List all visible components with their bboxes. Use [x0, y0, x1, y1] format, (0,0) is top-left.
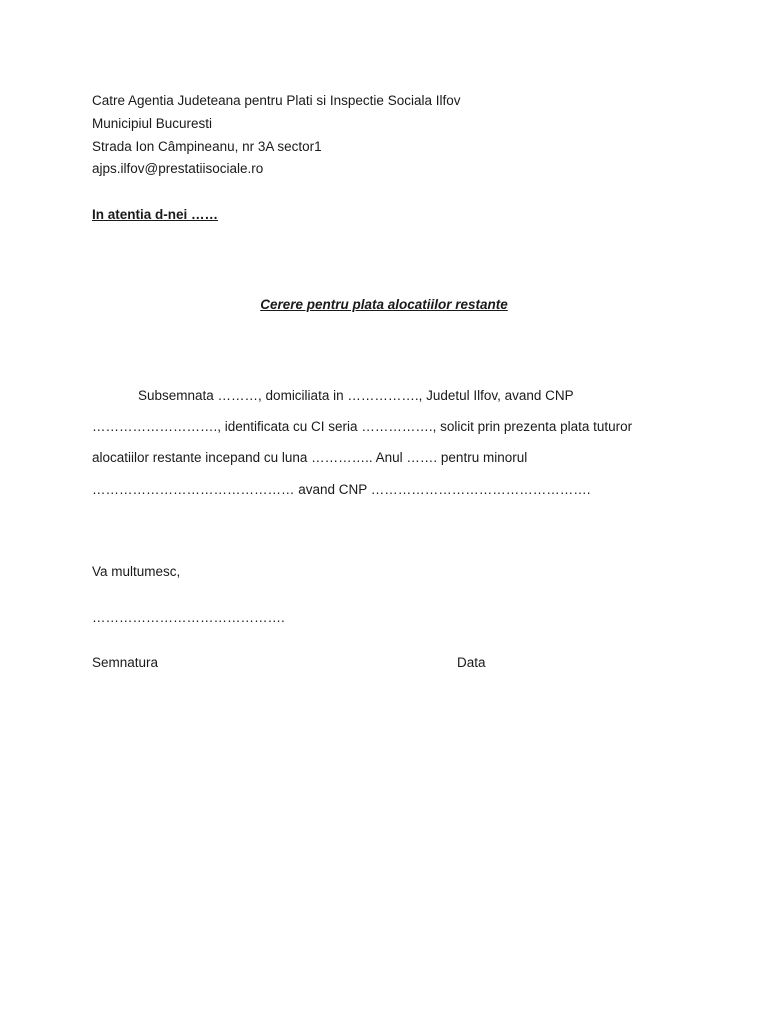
attention-line: In atentia d-nei ……: [92, 207, 219, 222]
recipient-city: Municipiul Bucuresti: [92, 116, 213, 131]
date-label: Data: [457, 655, 486, 670]
body-line-3: alocatiilor restante incepand cu luna ………….. Anul ……. pentru minorul: [92, 450, 528, 465]
body-line-1: Subsemnata ………, domiciliata in ……………., Judetul Ilfov, avand CNP: [138, 388, 574, 403]
body-line-2: ………………………., identificata cu CI seria ……………., solicit prin prezenta plata tuturor: [92, 419, 633, 434]
closing-text: Va multumesc,: [92, 564, 181, 579]
recipient-street: Strada Ion Câmpineanu, nr 3A sector1: [92, 139, 322, 154]
signature-label: Semnatura: [92, 655, 159, 670]
recipient-agency: Catre Agentia Judeteana pentru Plati si Inspectie Sociala Ilfov: [92, 93, 461, 108]
recipient-email: ajps.ilfov@prestatiisociale.ro: [92, 161, 264, 176]
body-line-4: ……………………………………… avand CNP ………………………………………….: [92, 482, 591, 497]
document-title: Cerere pentru plata alocatiilor restante: [260, 297, 508, 312]
signature-line: …………………………………….: [92, 610, 285, 625]
